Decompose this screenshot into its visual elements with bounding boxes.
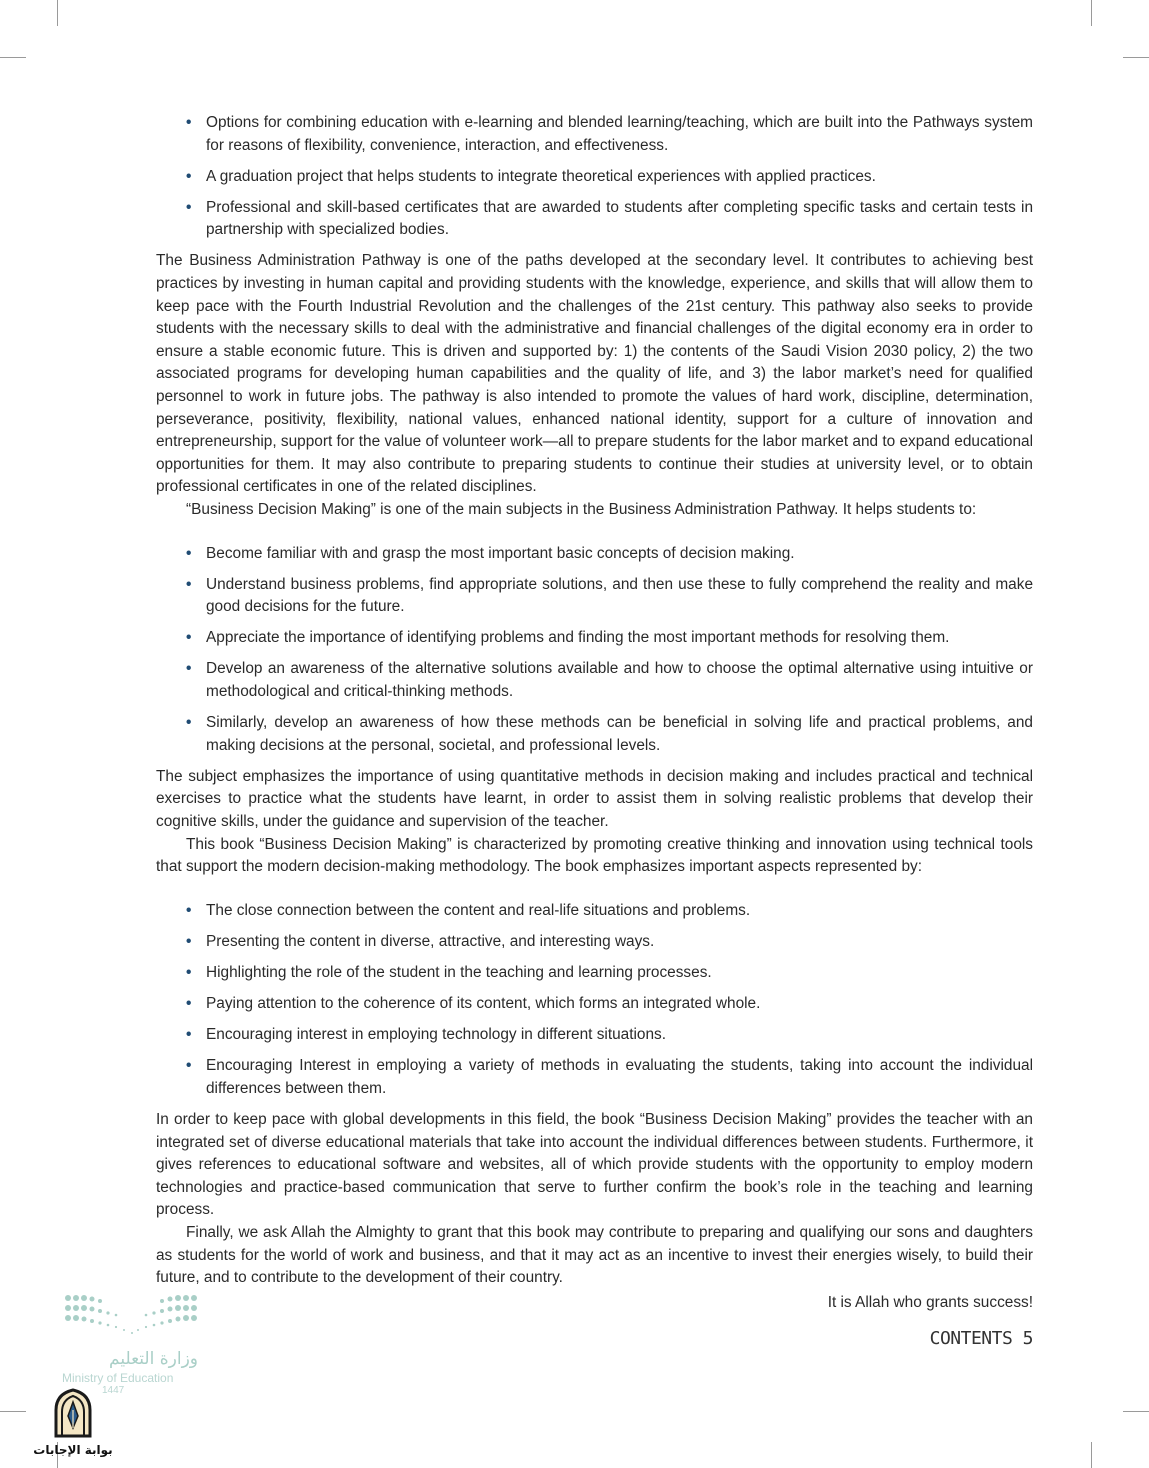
list-item: • Presenting the content in diverse, attractive, and interesting ways. [156,931,1033,954]
list-item: • Understand business problems, find appropriate solutions, and then use these to fully comprehend the reality and make good decisions for the future. [156,574,1033,619]
paragraph-subject-intro: “Business Decision Making” is one of the main subjects in the Business Administration Pathway. It helps students to: [186,501,977,518]
list-item: • Encouraging Interest in employing a variety of methods in evaluating the students, taking into account the individual differences between them. [156,1055,1033,1100]
list-item: • Appreciate the importance of identifying problems and finding the most important methods for resolving them. [156,627,1033,650]
list-item: • Become familiar with and grasp the most important basic concepts of decision making. [156,543,1033,566]
ministry-of-education-logo [62,1290,202,1396]
bullet-list-pathway-features [156,112,1033,242]
crop-mark-bottom-left-h [0,1411,26,1412]
closing-line: It is Allah who grants success! [827,1293,1033,1311]
list-item: • Highlighting the role of the student in the teaching and learning processes. [156,962,1033,985]
crop-mark-top-left-h [0,57,26,58]
bullet-list-student-goals [156,543,1033,758]
paragraph-global-developments: In order to keep pace with global developments in this field, the book “Business Decision Making” provides the teacher with an integrated set of diverse educational materials that take into account the individual differences between students. Furthermore, it gives references to educational software and websites, all of which provide students with the opportunity to employ modern technologies and practice-based communication that serve to further confirm the book’s role in the teaching and learning process. [156,1110,1033,1219]
list-item: • Options for combining education with e-learning and blended learning/teaching, which are built into the Pathways system for reasons of flexibility, convenience, interaction, and effectiveness. [156,112,1033,157]
ministry-english-name: Ministry of Education [62,1371,174,1385]
paragraph-book-characteristics: This book “Business Decision Making” is characterized by promoting creative thinking and innovation using technical tools that support the modern decision-making methodology. The book emphasizes important aspects represented by: [156,835,1033,876]
ministry-year: 1447 [102,1385,125,1396]
list-item: • The close connection between the content and real-life situations and problems. [156,900,1033,923]
paragraph-pathway-overview: The Business Administration Pathway is one of the paths developed at the secondary level. It contributes to achieving best practices by investing in human capital and providing students with the knowledge, experience, and skills that will allow them to keep pace with the Fourth Industrial Revolution and the challenges of the 21st century. This pathway also seeks to provide students with the necessary skills to deal with the administrative and financial challenges of the digital economy era in order to ensure a stable economic future. This is driven and supported by: 1) the contents of the Saudi Vision 2030 policy, 2) the two associated programs for developing human capabilities and the quality of life, and 3) the labor market’s need for qualified personnel to work in future jobs. The pathway is also intended to promote the values of hard work, discipline, determination, perseverance, positivity, flexibility, national values, enhanced national identity, support for a culture of innovation and entrepreneurship, support for the value of volunteer work—all to prepare students for the labor market and to expand educational opportunities for them. It may also contribute to preparing students to continue their studies at university level, or to obtain professional certificates in one of the related disciplines. [156,252,1033,496]
paragraph-quantitative-methods: The subject emphasizes the importance of using quantitative methods in decision making and includes practical and technical exercises to practice what the students have learnt, in order to assist them in solving realistic problems that develop their cognitive skills, under the guidance and supervision of the teacher. [156,767,1033,831]
page-footer [920,1328,1033,1349]
bullet-list-book-aspects [156,900,1033,1101]
footer-section-label: CONTENTS [929,1328,1013,1349]
list-item: • A graduation project that helps students to integrate theoretical experiences with applied practices. [156,166,1033,189]
page-content [156,112,1033,1314]
ministry-dots-icon [62,1290,200,1338]
ministry-arabic-name: وزارة التعليم [109,1349,198,1369]
paragraph-closing-prayer: Finally, we ask Allah the Almighty to grant that this book may contribute to preparing and qualifying our sons and daughters as students for the world of work and business, and that it may act as an incentive to invest their energies wisely, to build their future, and to contribute to the development of their country. [156,1223,1033,1287]
crop-mark-top-right-h [1123,57,1149,58]
answers-portal-name: بوابة الإجابات [33,1443,113,1457]
list-item: • Professional and skill-based certificates that are awarded to students after completing specific tasks and certain tests in partnership with specialized bodies. [156,197,1033,242]
list-item: • Paying attention to the coherence of its content, which forms an integrated whole. [156,993,1033,1016]
crop-mark-bottom-right-v [1091,1442,1092,1468]
list-item: • Similarly, develop an awareness of how these methods can be beneficial in solving life and practical problems, and making decisions at the personal, societal, and professional levels. [156,712,1033,757]
crop-mark-top-right-v [1091,0,1092,26]
answers-portal-logo [30,1388,116,1457]
page-number: 5 [1022,1328,1033,1349]
list-item: • Encouraging interest in employing technology in different situations. [156,1024,1033,1047]
list-item: • Develop an awareness of the alternative solutions available and how to choose the optimal alternative using intuitive or methodological and critical-thinking methods. [156,658,1033,703]
mosque-pen-icon [50,1388,96,1438]
crop-mark-top-left-v [57,0,58,26]
crop-mark-bottom-right-h [1123,1411,1149,1412]
